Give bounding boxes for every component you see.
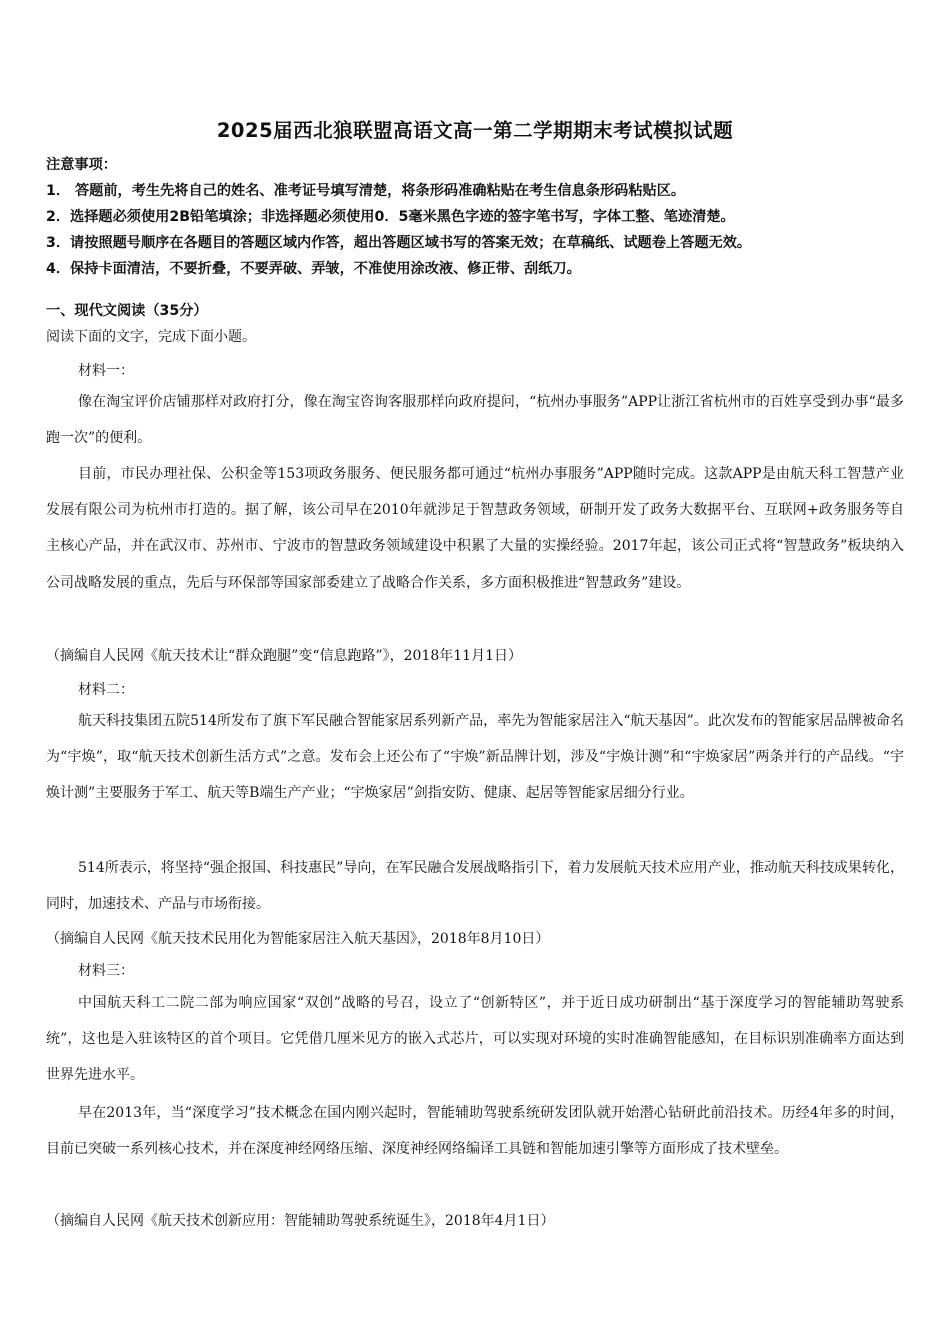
material-paragraph: 早在2013年，当“深度学习”技术概念在国内刚兴起时，智能辅助驾驶系统研发团队就开始潜心钻研此前沿技术。历经4年多的时间，目前已突破一系列核心技术，并在深度神经网络压缩、深度神经网络编译工具链和智能加速引擎等方面形成了技术壁垒。 [46, 1105, 904, 1158]
notice-block [46, 152, 916, 282]
material-paragraph: 像在淘宝评价店铺那样对政府打分，像在淘宝咨询客服那样向政府提问，“杭州办事服务”APP让浙江省杭州市的百姓享受到办事“最多跑一次”的便利。 [46, 394, 904, 447]
notice-heading: 注意事项： [46, 157, 117, 173]
material-label: 材料二： [78, 682, 134, 698]
material-label: 材料三： [78, 963, 134, 979]
material-source: （摘编自人民网《航天技术民用化为智能家居注入航天基因》，2018年8月10日） [46, 931, 550, 947]
section-instruction: 阅读下面的文字，完成下面小题。 [46, 329, 256, 345]
notice-item: 4．保持卡面清洁，不要折叠，不要弄破、弄皱，不准使用涂改液、修正带、刮纸刀。 [46, 261, 581, 277]
material-paragraph: 514所表示，将坚持“强企报国、科技惠民”导向，在军民融合发展战略指引下，着力发展航天技术应用产业，推动航天科技成果转化，同时，加速技术、产品与市场衔接。 [46, 860, 904, 913]
material-paragraph: 中国航天科工二院二部为响应国家“双创”战略的号召，设立了“创新特区”，并于近日成功研制出“基于深度学习的智能辅助驾驶系统”，这也是入驻该特区的首个项目。它凭借几厘米见方的嵌入式芯片，可以实现对环境的实时准确智能感知，在目标识别准确率方面达到世界先进水平。 [46, 995, 904, 1084]
material-source: （摘编自人民网《航天技术让“群众跑腿”变“信息跑路”》，2018年11月1日） [46, 648, 522, 664]
notice-item: 3．请按照题号顺序在各题目的答题区域内作答，超出答题区域书写的答案无效；在草稿纸、试题卷上答题无效。 [46, 235, 752, 251]
material-source: （摘编自人民网《航天技术创新应用：智能辅助驾驶系统诞生》，2018年4月1日） [46, 1213, 555, 1229]
exam-title: 2025届西北狼联盟高语文高一第二学期期末考试模拟试题 [216, 119, 734, 142]
notice-item: 2．选择题必须使用2B铅笔填涂；非选择题必须使用0．5毫米黑色字迹的签字笔书写，字体工整、笔迹清楚。 [46, 209, 735, 225]
material-paragraph: 航天科技集团五院514所发布了旗下军民融合智能家居系列新产品，率先为智能家居注入“航天基因”。此次发布的智能家居品牌被命名为“宇焕”，取“航天技术创新生活方式”之意。发布会上还公布了“宇焕”新品牌计划，涉及“宇焕计测”和“宇焕家居”两条并行的产品线。“宇焕计测”主要服务于军工、航天等B端生产产业；“宇焕家居”剑指安防、健康、起居等智能家居细分行业。 [46, 713, 904, 802]
notice-item: 1． 答题前，考生先将自己的姓名、准考证号填写清楚，将条形码准确粘贴在考生信息条形码粘贴区。 [46, 183, 686, 199]
material-label: 材料一： [78, 363, 134, 379]
section-heading: 一、现代文阅读（35分） [46, 303, 208, 319]
material-paragraph: 目前，市民办理社保、公积金等153项政务服务、便民服务都可通过“杭州办事服务”APP随时完成。这款APP是由航天科工智慧产业发展有限公司为杭州市打造的。据了解，该公司早在2010年就涉足于智慧政务领域，研制开发了政务大数据平台、互联网+政务服务等自主核心产品，并在武汉市、苏州市、宁波市的智慧政务领域建设中积累了大量的实操经验。2017年起，该公司正式将“智慧政务”板块纳入公司战略发展的重点，先后与环保部等国家部委建立了战略合作关系，多方面积极推进“智慧政务”建设。 [46, 466, 904, 591]
